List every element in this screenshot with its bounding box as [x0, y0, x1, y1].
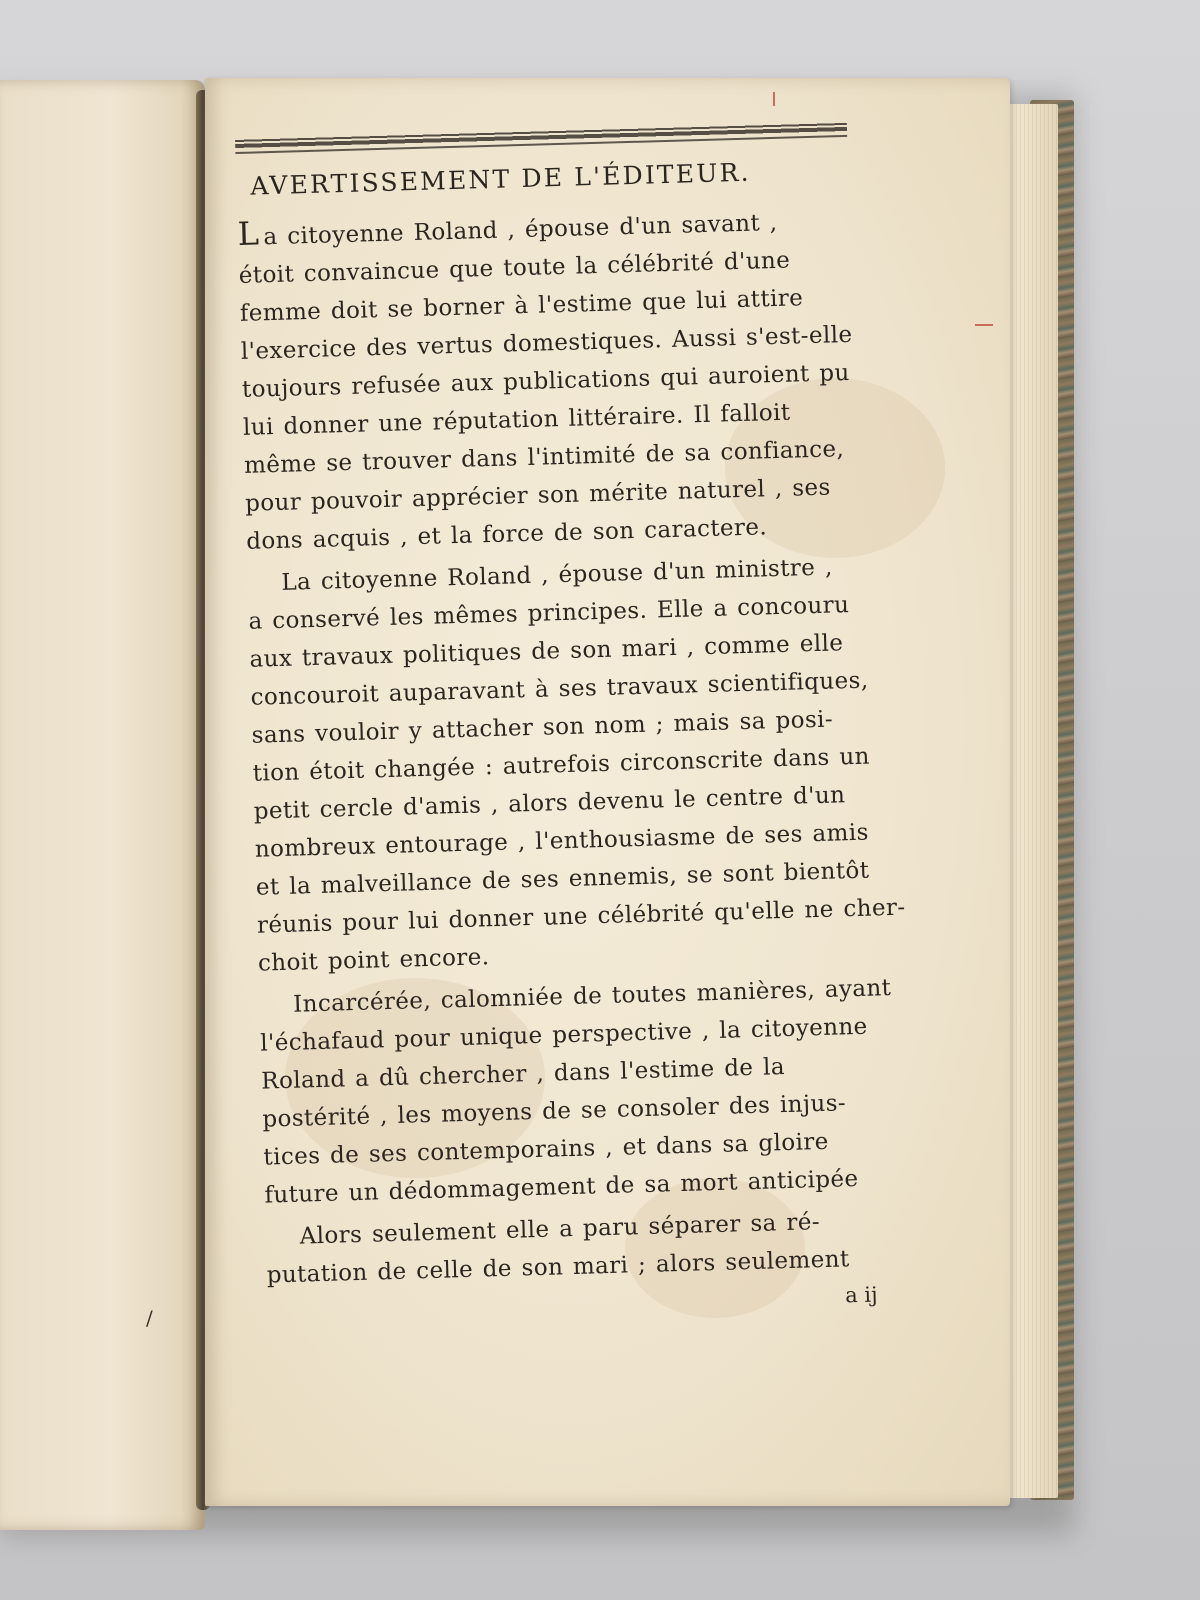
- text-line: future un dédommagement de sa mort anticipée: [264, 1166, 859, 1209]
- text-line: petit cercle d'amis , alors devenu le centre d'un: [253, 782, 846, 825]
- text-line: toujours refusée aux publications qui auroient pu: [241, 359, 851, 403]
- paragraph-2: [247, 546, 948, 983]
- drop-cap: L: [237, 214, 260, 253]
- text-line: tices de ses contemporains , et dans sa gloire: [263, 1128, 830, 1171]
- text-line: La citoyenne Roland , épouse d'un ministre ,: [281, 554, 833, 596]
- text-line: choit point encore.: [257, 944, 490, 977]
- text-line: l'exercice des vertus domestiques. Aussi s'est-elle: [240, 321, 853, 365]
- signature-mark: a ij: [844, 1282, 878, 1308]
- text-line: pour pouvoir apprécier son mérite naturel , ses: [244, 474, 832, 517]
- red-margin-mark: [773, 92, 775, 106]
- text-line: l'échafaud pour unique perspective , la citoyenne: [259, 1013, 868, 1057]
- page-heading: AVERTISSEMENT DE L'ÉDITEUR.: [249, 157, 752, 201]
- text-line: même se trouver dans l'intimité de sa confiance,: [243, 436, 845, 479]
- text-line: lui donner une réputation littéraire. Il falloit: [242, 399, 791, 441]
- paragraph-3: [259, 967, 955, 1214]
- right-page: [205, 78, 1010, 1506]
- text-line: Incarcérée, calomniée de toutes manières, ayant: [292, 975, 892, 1018]
- text-line: postérité , les moyens de se consoler des injus-: [262, 1090, 847, 1133]
- text-line: étoit convaincue que toute la célébrité d'une: [238, 247, 791, 289]
- red-margin-mark: [975, 324, 993, 326]
- text-line: sans vouloir y attacher son nom ; mais sa posi-: [251, 706, 834, 749]
- ornamental-rule: [235, 121, 847, 150]
- text-line: aux travaux politiques de son mari , comme elle: [249, 630, 844, 673]
- left-page: [0, 80, 205, 1530]
- left-page-mark: /: [146, 1306, 153, 1330]
- text-line: L a citoyenne Roland , épouse d'un savant ,: [237, 209, 778, 253]
- text-line: Alors seulement elle a paru séparer sa ré-: [299, 1209, 821, 1250]
- paragraph-1: [237, 200, 936, 561]
- text-line: putation de celle de son mari ; alors seulement: [266, 1246, 850, 1289]
- text-line: réunis pour lui donner une célébrité qu'elle ne cher-: [256, 894, 906, 939]
- text-line: nombreux entourage , l'enthousiasme de ses amis: [254, 819, 870, 863]
- text-line: Roland a dû chercher , dans l'estime de la: [260, 1054, 786, 1095]
- text-block: [235, 119, 958, 1327]
- text-line: femme doit se borner à l'estime que lui attire: [239, 285, 804, 327]
- text-line: a conservé les mêmes principes. Elle a concouru: [248, 592, 850, 635]
- text-line: concouroit auparavant à ses travaux scientifiques,: [250, 667, 869, 711]
- text-line: et la malveillance de ses ennemis, se sont bientôt: [255, 857, 870, 901]
- text-line: dons acquis , et la force de son caractere.: [245, 514, 768, 555]
- text-line: tion étoit changée : autrefois circonscrite dans un: [252, 743, 871, 787]
